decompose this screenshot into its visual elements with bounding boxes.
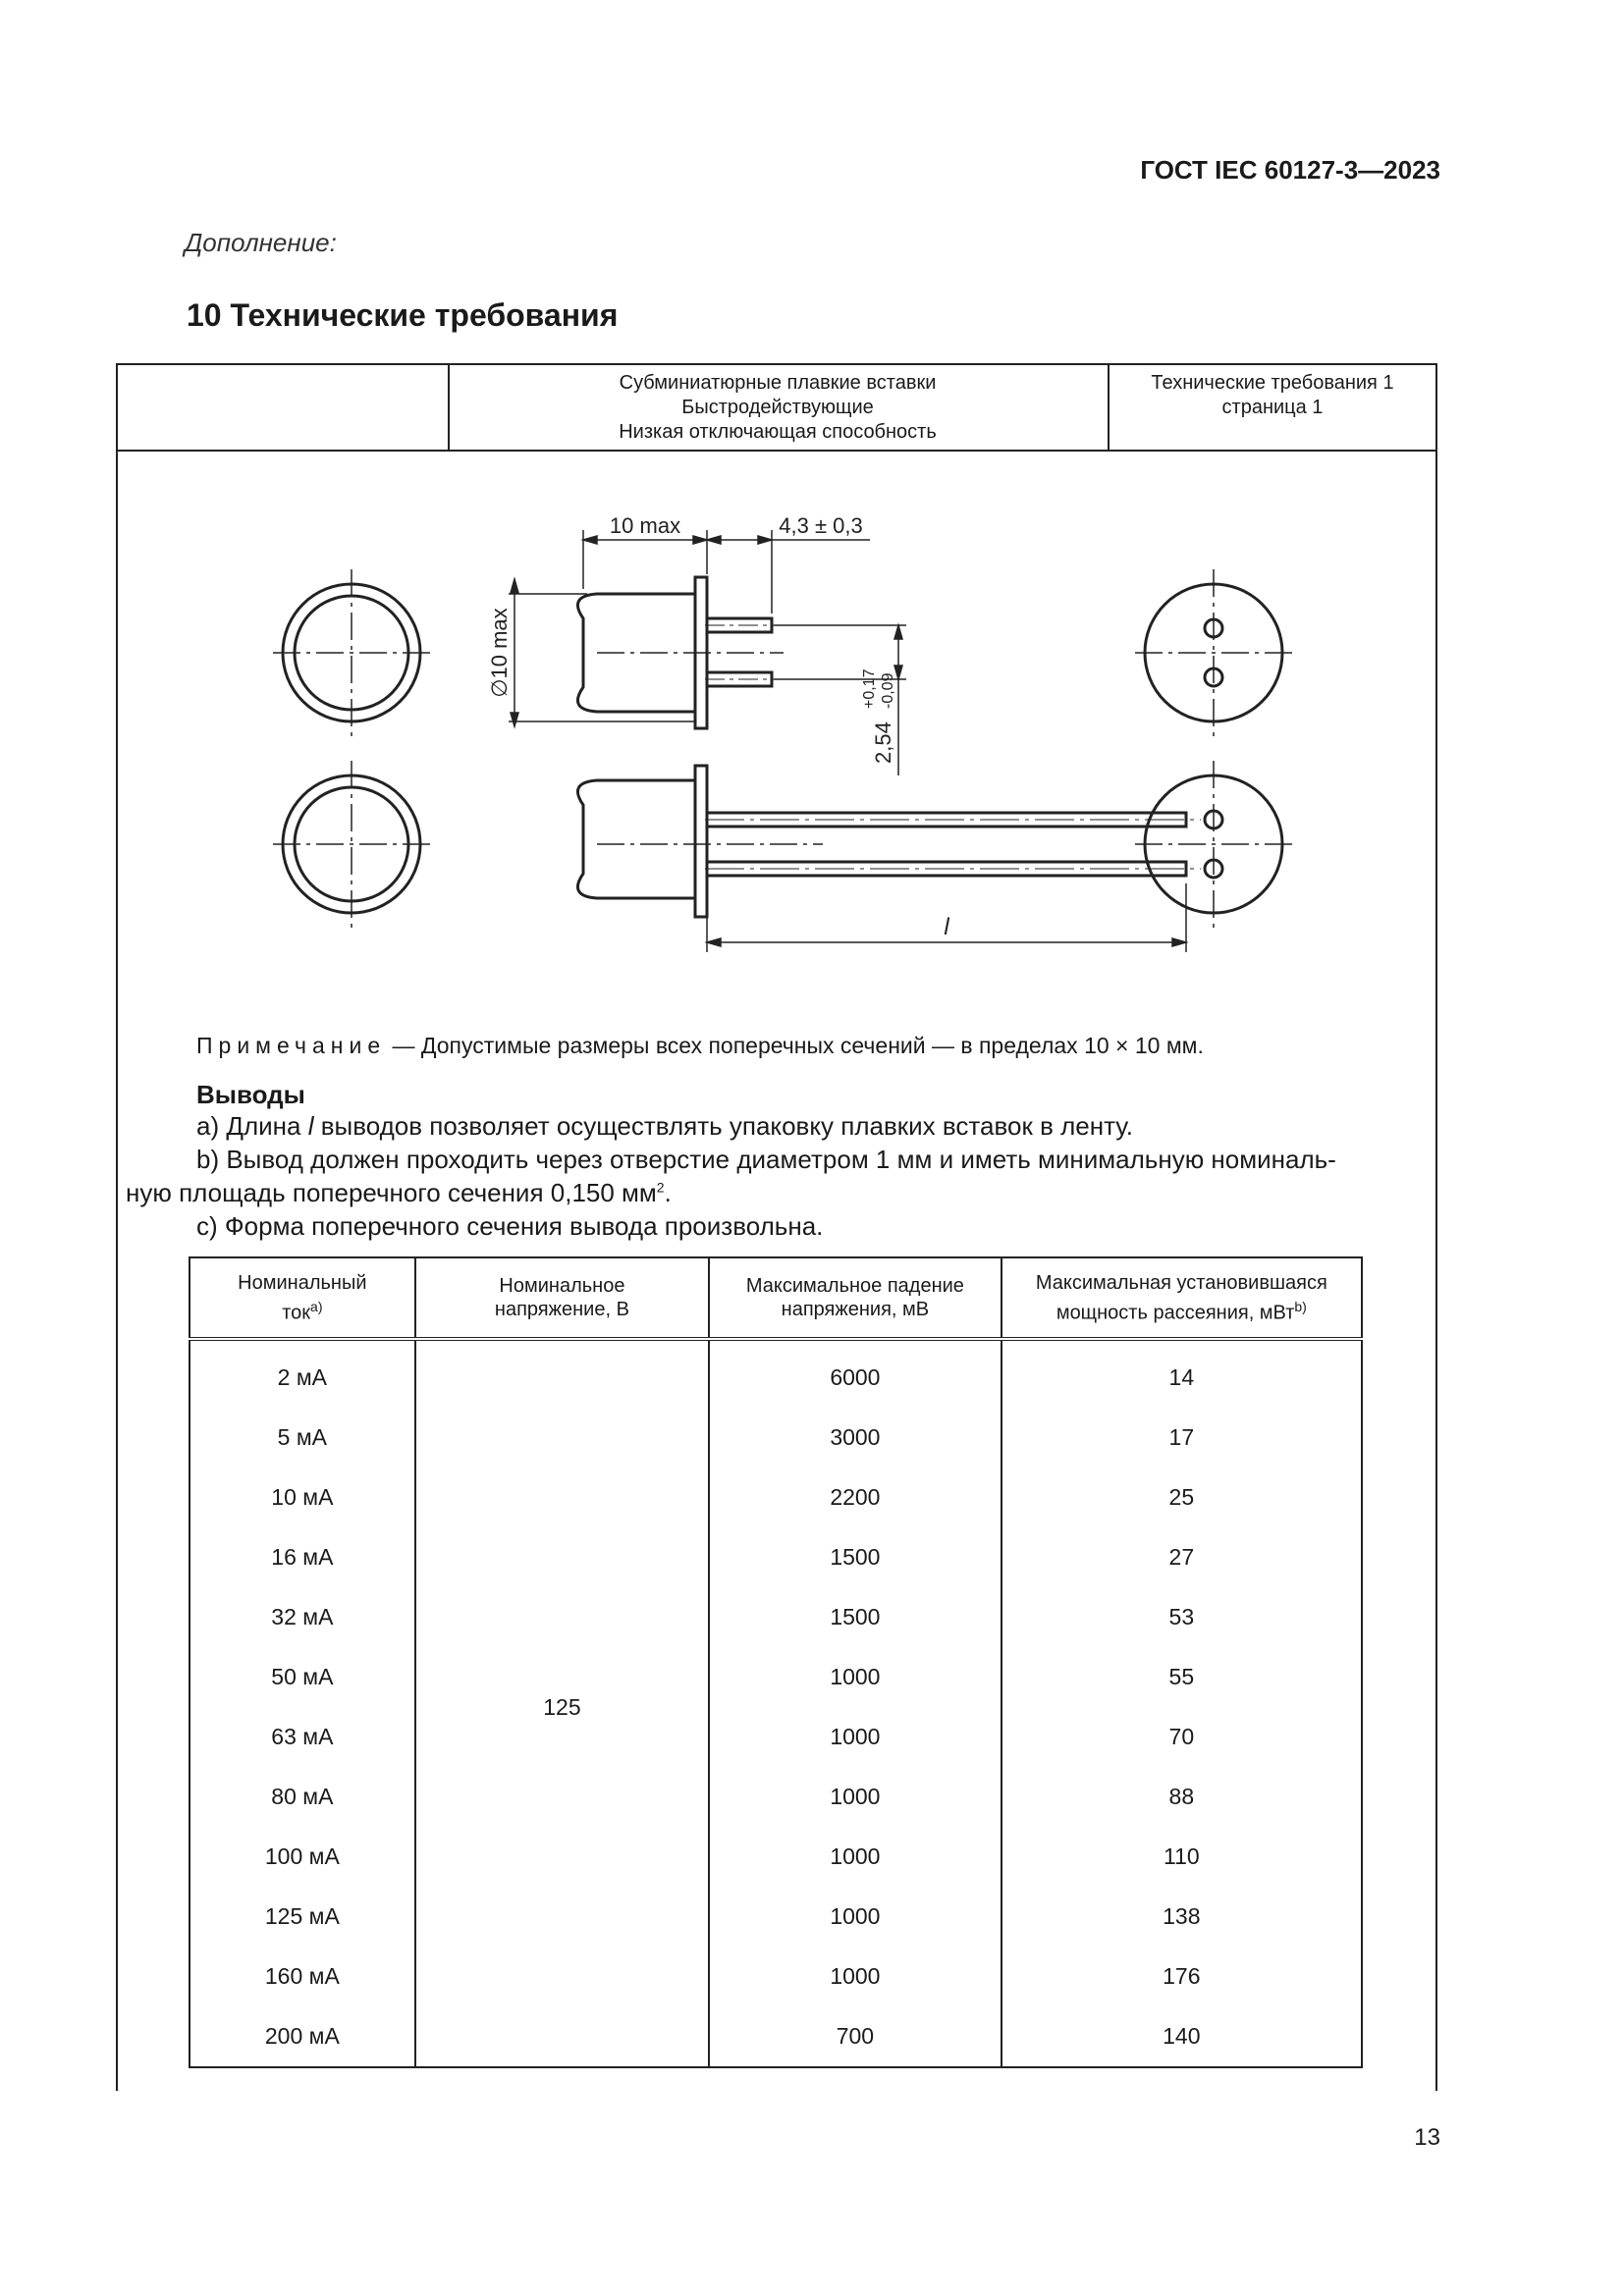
header-line: Быстродействующие: [681, 397, 874, 418]
superscript: 2: [656, 1179, 665, 1196]
cell-power: 53: [1001, 1587, 1362, 1647]
table-row: [189, 1647, 1362, 1707]
table-row: [189, 1587, 1362, 1647]
dim-lead-offset-label: 4,3 ± 0,3: [779, 513, 863, 538]
leads-item-b-line1: b) Вывод должен проходить через отверстие диаметром 1 мм и иметь минимальную номиналь-: [196, 1145, 1336, 1174]
header-line: Максимальное падение: [745, 1275, 964, 1297]
table-header-row: [189, 1257, 1362, 1339]
leads-heading: [196, 1078, 305, 1111]
leads-item-a: [196, 1111, 1133, 1142]
col-header-power: [1001, 1257, 1362, 1339]
table-row: [189, 2006, 1362, 2067]
dim-length-label: 10 max: [609, 513, 681, 538]
cell-power: 88: [1001, 1767, 1362, 1827]
cell-drop: 1000: [709, 1707, 1001, 1767]
header-line: страница 1: [1221, 397, 1324, 418]
cell-current: 200 мА: [189, 2006, 415, 2067]
cell-current: 5 мА: [189, 1408, 415, 1468]
text: a) Длина: [196, 1111, 308, 1141]
cell-current: 50 мА: [189, 1647, 415, 1707]
side-view-short-leads: [577, 577, 784, 728]
cell-power: 176: [1001, 1947, 1362, 2006]
cell-power: 110: [1001, 1827, 1362, 1887]
leads-item-c: c) Форма поперечного сечения вывода произвольна.: [196, 1211, 824, 1241]
cell-drop: 2200: [709, 1468, 1001, 1527]
cell-drop: 1000: [709, 1767, 1001, 1827]
table-row: [189, 1887, 1362, 1947]
col-header-current: [189, 1257, 415, 1339]
cell-current: 160 мА: [189, 1947, 415, 2006]
cell-current: 125 мА: [189, 1887, 415, 1947]
cell-power: 140: [1001, 2006, 1362, 2067]
header-line: ток: [282, 1302, 311, 1324]
dimension-length: [583, 530, 707, 589]
cell-current: 63 мА: [189, 1707, 415, 1767]
table-row: [189, 1408, 1362, 1468]
page-number: 13: [1414, 2124, 1440, 2151]
variable: l: [307, 1111, 314, 1141]
col-header-voltage: [415, 1257, 709, 1339]
cell-current: 2 мА: [189, 1339, 415, 1408]
cell-current: 32 мА: [189, 1587, 415, 1647]
header-line: Субминиатюрные плавкие вставки: [619, 372, 937, 394]
cell-power: 17: [1001, 1408, 1362, 1468]
cell-current: 16 мА: [189, 1527, 415, 1587]
sheet-header-page: [1108, 371, 1437, 420]
table-row: [189, 1468, 1362, 1527]
table-row: [189, 1827, 1362, 1887]
table-row: [189, 1339, 1362, 1408]
cell-drop: 1000: [709, 1947, 1001, 2006]
end-view-top-left: [273, 569, 430, 736]
dimension-lead-offset: [707, 530, 870, 614]
cell-drop: 1500: [709, 1527, 1001, 1587]
cell-current: 10 мА: [189, 1468, 415, 1527]
cell-power: 55: [1001, 1647, 1362, 1707]
table-body: [189, 1339, 1362, 2067]
end-view-bottom-left: [273, 761, 430, 928]
cell-power: 27: [1001, 1527, 1362, 1587]
document-id: ГОСТ IEC 60127-3—2023: [1140, 155, 1440, 185]
note-label: Примечание: [196, 1033, 387, 1058]
leads-title: Выводы: [196, 1080, 305, 1109]
end-view-bottom-right: [1135, 761, 1292, 928]
cell-drop: 3000: [709, 1408, 1001, 1468]
footnote-mark: b): [1294, 1298, 1307, 1314]
section-title: 10 Технические требования: [187, 297, 619, 333]
header-line: Номинальный: [238, 1271, 367, 1294]
ratings-table: [189, 1256, 1363, 2068]
header-line: Технические требования 1: [1151, 372, 1394, 394]
table-row: [189, 1527, 1362, 1587]
cell-power: 138: [1001, 1887, 1362, 1947]
cell-current: 100 мА: [189, 1827, 415, 1887]
drawing-note: [196, 1033, 1204, 1059]
text: выводов позволяет осуществлять упаковку плавких вставок в ленту.: [313, 1111, 1133, 1141]
header-line: напряжения, мВ: [781, 1299, 930, 1320]
dim-pitch-tol-lower: -0,09: [880, 672, 896, 709]
cell-power: 25: [1001, 1468, 1362, 1527]
header-line: напряжение, В: [494, 1299, 629, 1320]
text: .: [664, 1178, 672, 1207]
side-view-long-leads: [577, 766, 1201, 917]
cell-drop: 1000: [709, 1647, 1001, 1707]
leads-item-b-line2: [126, 1178, 672, 1208]
footnote-mark: a): [310, 1298, 323, 1314]
supplement-label: Дополнение:: [185, 228, 337, 257]
table-row: [189, 1707, 1362, 1767]
cell-drop: 1000: [709, 1887, 1001, 1947]
cell-power: 70: [1001, 1707, 1362, 1767]
fuse-dimension-drawing: [116, 452, 1437, 1001]
dim-lead-length-label: l: [944, 914, 949, 940]
dim-diameter-label: ∅10 max: [487, 608, 512, 698]
dim-pitch-label: 2,54: [871, 721, 895, 764]
header-line: Максимальная установившаяся: [1035, 1271, 1327, 1294]
header-line: мощность рассеяния, мВт: [1056, 1302, 1295, 1324]
cell-drop: 6000: [709, 1339, 1001, 1408]
header-line: Номинальное: [499, 1275, 625, 1297]
cell-drop: 1000: [709, 1827, 1001, 1887]
sheet-header-title: [448, 371, 1108, 445]
cell-drop: 700: [709, 2006, 1001, 2067]
cell-drop: 1500: [709, 1587, 1001, 1647]
table-row: [189, 1767, 1362, 1827]
text: ную площадь поперечного сечения 0,150 мм: [126, 1178, 657, 1207]
dim-pitch-tol-upper: +0,17: [861, 668, 878, 709]
table-row: [189, 1947, 1362, 2006]
header-line: Низкая отключающая способность: [619, 421, 937, 443]
cell-power: 14: [1001, 1339, 1362, 1408]
col-header-drop: [709, 1257, 1001, 1339]
note-text: — Допустимые размеры всех поперечных сечений — в пределах 10 × 10 мм.: [386, 1033, 1204, 1058]
cell-voltage: 125: [415, 1339, 709, 2067]
end-view-top-right: [1135, 569, 1292, 736]
cell-current: 80 мА: [189, 1767, 415, 1827]
